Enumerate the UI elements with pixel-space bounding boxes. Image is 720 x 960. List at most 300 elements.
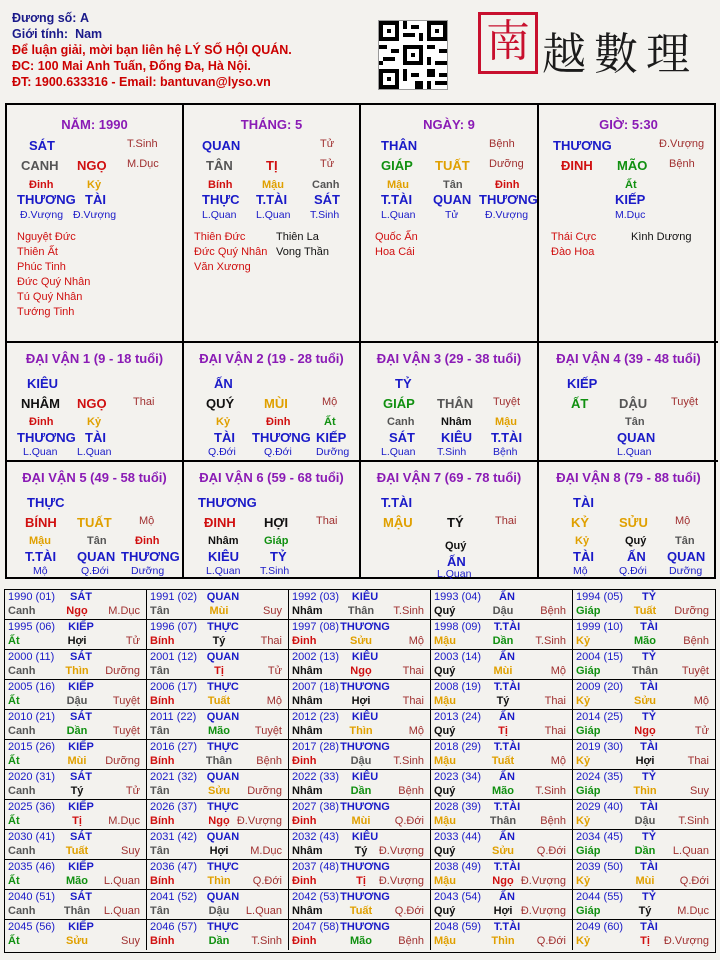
hidden-stem: Đinh [29,179,54,191]
logo-seal: 南 [478,12,538,74]
year-god: ẤN [499,651,515,663]
star: Vong Thần [276,246,330,258]
year-chi: Tị [640,935,650,947]
year-label: 2012 (23) [292,711,340,723]
dai-van-5 [7,462,184,579]
year-god: THỰC [207,621,239,633]
year-label: 2039 (50) [576,861,624,873]
year-cell [5,740,147,770]
pillar-year [7,105,184,343]
year-state: Mộ [550,755,566,767]
star-list [375,230,418,260]
hidden-stem: Tân [443,179,463,191]
year-chi: Tuất [491,755,515,767]
year-state: Q.Đới [394,905,424,917]
year-label: 1990 (01) [8,591,56,603]
year-cell [573,890,715,920]
hidden-state: L.Quan [77,446,112,458]
year-state: Đ.Vượng [520,875,566,887]
year-cell [573,590,715,620]
year-label: 2034 (45) [576,831,624,843]
year-label: 2043 (54) [434,891,482,903]
year-cell [431,680,573,710]
year-cell [573,680,715,710]
pillar-god-state: T.Sinh [127,138,158,150]
value-gioi-tinh: Nam [75,27,103,41]
year-god: KIẾP [68,861,94,873]
year-cell [289,860,431,890]
hidden-state: L.Quan [206,565,241,577]
dai-van-1 [7,343,184,462]
year-label: 1998 (09) [434,621,482,633]
year-label: 2047 (58) [292,921,340,933]
dai-van-god: T.TÀI [381,495,413,510]
logo [478,12,714,84]
pillar-month [184,105,361,343]
year-chi: Sửu [633,695,657,707]
year-god: T.TÀI [493,681,521,693]
year-can: Giáp [576,785,601,797]
dai-van-2 [184,343,361,462]
year-cell [289,710,431,740]
year-chi: Mùi [209,605,229,617]
year-chi: Thân [63,905,91,917]
year-label: 2045 (56) [8,921,56,933]
year-label: 2022 (33) [292,771,340,783]
year-can: Ất [8,635,20,647]
year-chi: Hợi [209,845,229,857]
year-state: T.Sinh [535,785,566,797]
year-god: ẤN [499,831,515,843]
year-label: 2026 (37) [150,801,198,813]
year-chi: Thìn [207,875,231,887]
year-cell [5,920,147,950]
hidden-state: Q.Đới [208,446,236,458]
year-god: KIÊU [351,711,379,723]
year-state: Bệnh [540,605,566,617]
year-label: 2029 (40) [576,801,624,813]
year-chi: Dần [634,845,656,857]
hidden-stem: Canh [312,179,340,191]
hidden-stem: Ất [324,416,336,428]
dai-van-can: ẤT [571,396,589,411]
hidden-stem: Nhâm [441,416,472,428]
year-can: Bính [150,875,175,887]
year-state: M.Dục [677,905,709,917]
year-cell [289,620,431,650]
dai-van-chi: SỬU [619,515,648,530]
year-can: Quý [434,665,456,677]
year-state: Đ.Vượng [378,875,424,887]
year-chi: Dậu [66,695,88,707]
year-can: Nhâm [292,665,323,677]
year-chi: Ngọ [492,875,514,887]
dai-van-state: Mộ [675,515,691,527]
year-chi: Dần [66,725,88,737]
year-cell [289,830,431,860]
chart-grid [5,103,716,579]
star: Kình Dương [631,231,692,243]
year-can: Bính [150,815,175,827]
year-chi: Ngọ [634,725,656,737]
year-can: Nhâm [292,695,323,707]
year-cell [147,680,289,710]
hidden-god: QUAN [617,430,656,445]
year-cell [147,890,289,920]
year-label: 2035 (46) [8,861,56,873]
star-list [194,230,267,275]
hidden-state: Đ.Vượng [20,209,64,221]
year-state: Thai [402,695,424,707]
label-gioi-tinh: Giới tính: [12,27,69,41]
hidden-stem: Mậu [495,416,517,428]
year-god: TỶ [641,711,657,723]
hidden-stem: Mậu [387,179,409,191]
year-state: Đ.Vượng [378,845,424,857]
year-label: 2003 (14) [434,651,482,663]
year-chi: Tuất [65,845,89,857]
year-chi: Tý [212,635,226,647]
hidden-state: Dưỡng [131,565,165,577]
year-god: THƯƠNG [340,621,390,633]
hidden-god: T.TÀI [256,192,288,207]
year-state: Mộ [550,665,566,677]
year-cell [573,800,715,830]
year-god: THƯƠNG [340,681,390,693]
year-can: Ất [8,695,20,707]
pillar-title: GIỜ: 5:30 [599,117,658,132]
year-chi: Thân [205,755,233,767]
dai-van-title: ĐẠI VẬN 4 (39 - 48 tuổi) [556,351,701,366]
hidden-stem: Kỷ [87,416,102,428]
year-chi: Dần [492,635,514,647]
year-cell [147,620,289,650]
year-cell [431,590,573,620]
year-god: SÁT [70,651,92,663]
hidden-state: Dưỡng [316,446,350,458]
year-can: Mậu [434,935,456,947]
dai-van-title: ĐẠI VẬN 6 (59 - 68 tuổi) [199,470,344,485]
hidden-god: THƯƠNG [121,549,180,564]
year-god: T.TÀI [493,921,521,933]
star: Quốc Ấn [375,231,418,243]
year-chi: Ngọ [350,665,372,677]
year-state: Thai [544,695,566,707]
year-state: T.Sinh [678,815,709,827]
dai-van-god: THƯƠNG [198,495,257,510]
hidden-god: TÀI [85,192,106,207]
year-label: 2041 (52) [150,891,198,903]
pillar-title: NGÀY: 9 [423,117,475,132]
star: Phúc Tinh [17,261,66,273]
year-chi: Mùi [67,755,87,767]
year-god: TÀI [640,681,658,693]
year-god: SÁT [70,891,92,903]
hidden-god: T.TÀI [491,430,523,445]
year-label: 2004 (15) [576,651,624,663]
year-cell [147,710,289,740]
year-god: T.TÀI [493,621,521,633]
year-god: THỰC [207,921,239,933]
hidden-state: T.Sinh [260,565,290,577]
header-info [12,10,292,90]
hidden-state: Q.Đới [264,446,292,458]
year-label: 2008 (19) [434,681,482,693]
dai-van-8 [539,462,718,579]
hidden-state: T.Sinh [437,446,467,458]
hidden-stem: Bính [208,179,233,191]
dai-van-can: ĐINH [204,515,236,530]
hidden-stem: Quý [625,535,647,547]
year-chi: Ngọ [208,815,230,827]
hidden-god: SÁT [389,430,415,445]
pillar-chi-state: Tử [320,158,335,170]
year-cell [431,650,573,680]
year-label: 2038 (49) [434,861,482,873]
dai-van-god: KIÊU [27,376,59,391]
year-cell [573,740,715,770]
year-god: ẤN [499,591,515,603]
year-chi: Tý [70,785,84,797]
year-can: Đinh [292,635,317,647]
year-chi: Mão [492,785,514,797]
year-label: 2032 (43) [292,831,340,843]
dai-van-state: Thai [133,396,155,408]
hidden-stem: Tân [87,535,107,547]
year-chi: Sửu [349,635,373,647]
year-state: Thai [687,755,709,767]
year-cell [573,710,715,740]
year-can: Nhâm [292,605,323,617]
year-cell [289,770,431,800]
year-chi: Thân [631,665,659,677]
star: Văn Xương [194,261,251,273]
dai-van-god: TỶ [395,376,412,391]
year-god: TÀI [640,861,658,873]
year-state: M.Dục [108,605,140,617]
year-chi: Tý [638,905,652,917]
year-cell [573,860,715,890]
star: Hoa Cái [375,246,415,258]
year-chi: Mùi [635,875,655,887]
year-cell [289,920,431,950]
dai-van-title: ĐẠI VẬN 3 (29 - 38 tuổi) [376,351,522,366]
dai-van-chi: DẬU [619,396,648,411]
year-can: Kỷ [576,815,591,827]
year-chi: Thìn [349,725,373,737]
year-god: THƯƠNG [340,921,390,933]
year-cell [431,710,573,740]
year-god: QUAN [206,651,240,663]
year-cell [147,830,289,860]
hidden-god: QUAN [667,549,706,564]
hidden-state: Q.Đới [81,565,109,577]
year-cell [5,680,147,710]
year-can: Canh [8,905,36,917]
year-god: QUAN [206,711,240,723]
year-label: 2049 (60) [576,921,624,933]
year-god: THỰC [207,741,239,753]
year-state: T.Sinh [251,935,282,947]
year-state: Q.Đới [252,875,282,887]
dai-van-state: Thai [316,515,338,527]
year-state: Bệnh [398,935,424,947]
dai-van-chi: MÙI [264,396,288,411]
year-cell [573,770,715,800]
year-can: Mậu [434,695,456,707]
year-cell [147,920,289,950]
year-god: QUAN [206,771,240,783]
year-cell [147,800,289,830]
year-state: Tuyệt [112,725,140,737]
year-label: 2013 (24) [434,711,482,723]
year-chi: Thìn [633,785,657,797]
year-cell [431,830,573,860]
year-god: KIẾP [68,801,94,813]
year-state: Đ.Vượng [520,905,566,917]
year-state: Tử [125,635,140,647]
year-label: 2021 (32) [150,771,198,783]
year-god: SÁT [70,591,92,603]
year-chi: Mão [208,725,230,737]
year-chi: Hợi [351,695,371,707]
hidden-god: TÀI [85,430,106,445]
year-can: Canh [8,605,36,617]
year-can: Tân [150,605,170,617]
contact-line: Để luận giải, mời bạn liên hệ LÝ SỐ HỘI QUÁN. [12,43,292,57]
year-state: Mộ [408,725,424,737]
dai-van-4 [539,343,718,462]
year-cell [5,860,147,890]
hidden-state: L.Quan [617,446,652,458]
year-cell [289,680,431,710]
year-god: THỰC [207,681,239,693]
year-god: TỶ [641,831,657,843]
hidden-god: T.TÀI [381,192,413,207]
dai-van-can: NHÂM [21,396,60,411]
year-chi: Tị [356,875,366,887]
year-god: ẤN [499,891,515,903]
year-chi: Dậu [634,815,656,827]
year-state: Dưỡng [674,605,709,617]
year-chi: Sửu [207,785,231,797]
year-god: THƯƠNG [340,861,390,873]
pillar-day [361,105,539,343]
year-god: TÀI [640,921,658,933]
star-list-2 [276,230,329,260]
year-god: KIÊU [351,591,379,603]
year-can: Kỷ [576,875,591,887]
pillar-title: NĂM: 1990 [61,117,128,132]
hidden-state: L.Quan [23,446,58,458]
year-chi: Tý [354,845,368,857]
hidden-stem: Đinh [495,179,520,191]
year-state: L.Quan [103,905,140,917]
year-label: 1999 (10) [576,621,624,633]
hidden-state: M.Dục [615,209,646,221]
year-chi: Mùi [493,665,513,677]
pillar-chi: TUẤT [435,158,470,173]
year-cell [431,920,573,950]
year-can: Giáp [576,665,601,677]
year-can: Đinh [292,755,317,767]
year-state: Tuyệt [112,695,140,707]
year-god: TỶ [641,591,657,603]
pillar-can: CANH [21,158,59,173]
hidden-state: Q.Đới [619,565,647,577]
year-god: TÀI [640,801,658,813]
hidden-stem: Ất [625,179,637,191]
hidden-god: THỰC [202,192,240,207]
year-cell [5,710,147,740]
dai-van-state: Thai [495,515,517,527]
year-god: SÁT [70,771,92,783]
year-god: T.TÀI [493,741,521,753]
year-god: SÁT [70,831,92,843]
year-can: Canh [8,845,36,857]
year-label: 2037 (48) [292,861,340,873]
year-can: Quý [434,845,456,857]
year-cell [573,920,715,950]
year-state: Mộ [693,695,709,707]
year-can: Tân [150,785,170,797]
hidden-stem: Nhâm [208,535,239,547]
year-god: QUAN [206,891,240,903]
year-label: 2048 (59) [434,921,482,933]
year-cell [5,590,147,620]
star: Đào Hoa [551,246,595,258]
pillar-chi-state: M.Dục [127,158,159,170]
year-can: Mậu [434,815,456,827]
year-chi: Dần [350,785,372,797]
dai-van-can: BÍNH [25,515,57,530]
year-chi: Mão [66,875,88,887]
dai-van-chi: TUẤT [77,515,112,530]
year-label: 2006 (17) [150,681,198,693]
hidden-state: L.Quan [381,209,416,221]
year-state: Bệnh [256,755,282,767]
year-label: 1997 (08) [292,621,340,633]
year-label: 2016 (27) [150,741,198,753]
hidden-god: KIÊU [441,430,473,445]
year-can: Kỷ [576,635,591,647]
year-state: Bệnh [540,815,566,827]
year-state: T.Sinh [535,635,566,647]
year-label: 1991 (02) [150,591,198,603]
year-label: 2024 (35) [576,771,624,783]
year-chi: Mùi [351,815,371,827]
hidden-stem: Tân [625,416,645,428]
hidden-stem: Tân [675,535,695,547]
year-label: 2046 (57) [150,921,198,933]
year-label: 2019 (30) [576,741,624,753]
year-cell [431,890,573,920]
year-chi: Tị [498,725,508,737]
year-label: 2040 (51) [8,891,56,903]
year-label: 2017 (28) [292,741,340,753]
year-chi: Dần [208,935,230,947]
dai-van-chi: HỢI [264,515,289,530]
year-label: 1996 (07) [150,621,198,633]
year-state: Thai [544,725,566,737]
year-state: Q.Đới [536,935,566,947]
year-label: 2002 (13) [292,651,340,663]
dai-van-can: GIÁP [383,396,415,411]
year-god: THƯƠNG [340,891,390,903]
year-god: ẤN [499,711,515,723]
year-cell [147,860,289,890]
year-can: Quý [434,725,456,737]
